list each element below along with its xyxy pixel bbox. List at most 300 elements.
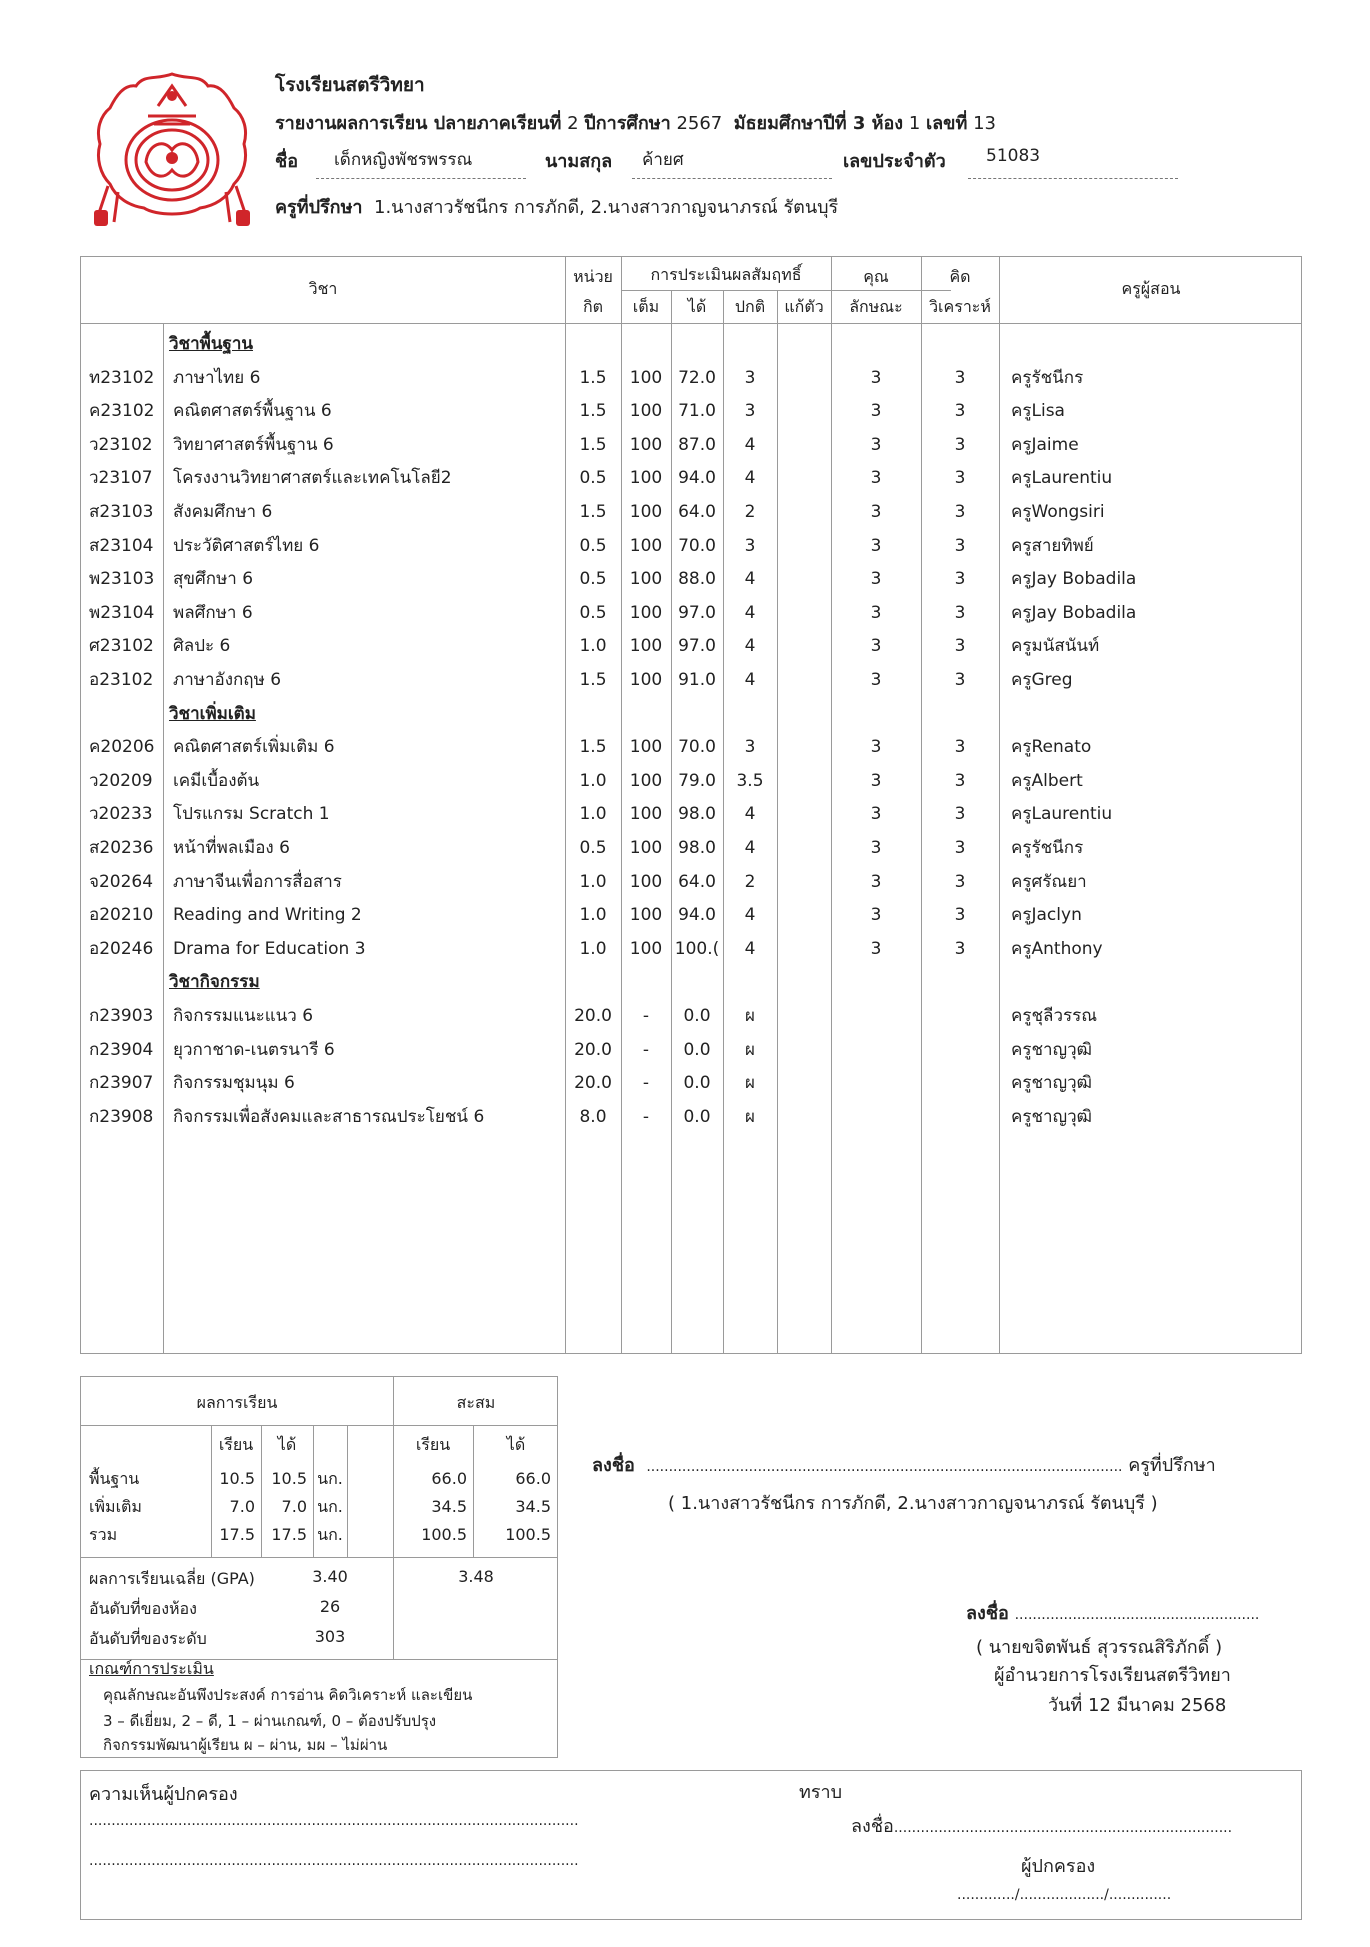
analytical-thinking: 3 <box>954 535 966 556</box>
parent-sign-dots: ............................................................................ <box>893 1820 1233 1836</box>
cum-gpa-value: 3.48 <box>458 1567 494 1586</box>
score-full: 100 <box>629 670 663 690</box>
summary-row-study: 7.0 <box>229 1497 255 1516</box>
header-subject: วิชา <box>308 279 338 298</box>
table-row <box>81 1066 1301 1100</box>
subject-credit: 0.5 <box>579 535 607 556</box>
subject-name: โปรแกรม Scratch 1 <box>173 804 330 825</box>
header-fix: แก้ตัว <box>784 297 824 316</box>
table-row <box>81 562 1301 596</box>
analytical-thinking: 3 <box>954 737 966 758</box>
subject-name: ภาษาไทย 6 <box>173 367 261 388</box>
score-got: 64.0 <box>678 871 716 892</box>
table-row <box>81 361 1301 395</box>
school-seal <box>88 66 256 230</box>
subject-name: ภาษาจีนเพื่อการสื่อสาร <box>173 871 342 892</box>
table-row <box>81 663 1301 697</box>
score-got: 71.0 <box>678 401 716 422</box>
score-got: 70.0 <box>678 737 716 758</box>
criteria-line-2: 3 – ดีเยี่ยม, 2 – ดี, 1 – ผ่านเกณฑ์, 0 – ต้องปรับปรุง <box>103 1712 437 1730</box>
section-title <box>81 697 1301 731</box>
header-credit-2: กิต <box>582 297 604 316</box>
analytical-thinking: 3 <box>954 401 966 422</box>
subject-code: ว20209 <box>89 770 153 791</box>
teacher-name: ครูAlbert <box>1011 770 1083 791</box>
student-id-value: 51083 <box>986 146 1041 166</box>
student-id-label: เลขประจำตัว <box>843 151 946 172</box>
summary-cum-study-header: เรียน <box>415 1435 451 1454</box>
teacher-name: ครูAnthony <box>1011 938 1103 959</box>
section-title-text: วิชาพื้นฐาน <box>169 334 254 354</box>
score-full: 100 <box>629 636 663 657</box>
advisor-line <box>275 192 838 221</box>
characteristic: 3 <box>870 636 882 657</box>
characteristic: 3 <box>870 434 882 455</box>
characteristic: 3 <box>870 871 882 892</box>
subject-name: พลศึกษา 6 <box>173 602 253 623</box>
characteristic: 3 <box>870 938 882 959</box>
characteristic: 3 <box>870 905 882 926</box>
table-row <box>81 596 1301 630</box>
header-teacher: ครูผู้สอน <box>1121 279 1181 298</box>
analytical-thinking: 3 <box>954 938 966 959</box>
subject-credit: 0.5 <box>579 602 607 623</box>
subject-code: ค23102 <box>89 401 155 422</box>
subject-credit: 20.0 <box>574 1039 612 1060</box>
criteria-line-1: คุณลักษณะอันพึงประสงค์ การอ่าน คิดวิเคราะห์ และเขียน <box>103 1686 473 1704</box>
grade-normal: 4 <box>744 905 756 926</box>
summary-results-label: ผลการเรียน <box>196 1393 278 1412</box>
score-full: - <box>642 1106 650 1127</box>
teacher-name: ครูLaurentiu <box>1011 804 1113 825</box>
table-row <box>81 865 1301 899</box>
score-got: 0.0 <box>683 1106 711 1127</box>
score-got: 91.0 <box>678 670 716 690</box>
summary-row-got: 10.5 <box>271 1469 307 1488</box>
characteristic: 3 <box>870 569 882 590</box>
score-full: 100 <box>629 468 663 489</box>
subject-code: ก23903 <box>89 1006 154 1026</box>
summary-row-cum-got: 66.0 <box>515 1469 551 1488</box>
advisor-sign-dots: ........................................................................................................... <box>646 1459 1123 1475</box>
subject-credit: 8.0 <box>579 1106 607 1127</box>
score-full: 100 <box>629 401 663 422</box>
subject-code: ค20206 <box>89 737 155 758</box>
subject-code: จ20264 <box>89 871 154 892</box>
grade-normal: 3 <box>744 367 756 388</box>
summary-row-label: พื้นฐาน <box>89 1469 140 1488</box>
parent-opinion-line-1: .............................................................................................................. <box>89 1813 579 1829</box>
director-sign-label: ลงชื่อ <box>966 1603 1009 1624</box>
grade-normal: 4 <box>744 636 756 657</box>
score-got: 64.0 <box>678 502 716 522</box>
teacher-name: ครูชุลีวรรณ <box>1011 1006 1098 1026</box>
header-full: เต็ม <box>632 297 660 316</box>
score-got: 97.0 <box>678 602 716 623</box>
report-grade-label: มัธยมศึกษาปีที่ 3 ห้อง <box>733 113 904 134</box>
section-title-text: วิชากิจกรรม <box>169 972 260 993</box>
summary-row-unit: นก. <box>317 1525 343 1544</box>
score-got: 98.0 <box>678 804 716 825</box>
analytical-thinking: 3 <box>954 502 966 522</box>
subject-name: หน้าที่พลเมือง 6 <box>173 838 290 858</box>
subject-credit: 20.0 <box>574 1073 612 1094</box>
header-normal: ปกติ <box>734 297 766 316</box>
parent-role: ผู้ปกครอง <box>1021 1856 1096 1877</box>
subject-credit: 1.5 <box>579 502 607 522</box>
parent-box <box>80 1770 1302 1920</box>
score-got: 72.0 <box>678 367 716 388</box>
score-got: 100.( <box>674 938 720 959</box>
summary-got-header: ได้ <box>277 1435 297 1454</box>
table-row <box>81 730 1301 764</box>
table-row <box>81 764 1301 798</box>
score-got: 70.0 <box>678 535 716 556</box>
advisor-sign-names: ( 1.นางสาวรัชนีกร การภักดี, 2.นางสาวกาญจนาภรณ์ รัตนบุรี ) <box>668 1493 1158 1514</box>
report-room: 1 <box>908 113 921 134</box>
score-full: 100 <box>629 569 663 590</box>
table-row <box>81 1100 1301 1134</box>
score-full: 100 <box>629 434 663 455</box>
analytical-thinking: 3 <box>954 602 966 623</box>
report-no: 13 <box>973 113 996 134</box>
advisor-names: 1.นางสาวรัชนีกร การภักดี, 2.นางสาวกาญจนาภรณ์ รัตนบุรี <box>374 197 839 218</box>
director-signature <box>966 1598 1259 1627</box>
summary-rows <box>81 1465 557 1555</box>
director-sign-dots: ....................................................... <box>1014 1607 1260 1623</box>
subject-code: ก23904 <box>89 1039 154 1060</box>
subject-credit: 1.0 <box>579 905 607 926</box>
characteristic: 3 <box>870 770 882 791</box>
subject-code: ส20236 <box>89 838 154 858</box>
student-surname-label: นามสกุล <box>545 151 613 172</box>
subject-name: เคมีเบื้องต้น <box>173 770 260 791</box>
table-row <box>81 797 1301 831</box>
teacher-name: ครูรัชนีกร <box>1011 367 1084 388</box>
analytical-thinking: 3 <box>954 636 966 657</box>
grade-normal: 4 <box>744 434 756 455</box>
table-row <box>81 394 1301 428</box>
subject-name: คณิตศาสตร์เพิ่มเติม 6 <box>173 737 335 758</box>
subject-name: คณิตศาสตร์พื้นฐาน 6 <box>173 401 332 422</box>
summary-row-got: 17.5 <box>271 1525 307 1544</box>
summary-row-cum-study: 100.5 <box>421 1525 467 1544</box>
characteristic: 3 <box>870 535 882 556</box>
header-assessment: การประเมินผลสัมฤทธิ์ <box>650 265 802 284</box>
grade-normal: 4 <box>744 838 756 858</box>
header-think-1: คิด <box>949 267 971 286</box>
gpa-label: ผลการเรียนเฉลี่ย (GPA) <box>89 1569 255 1588</box>
subject-credit: 1.0 <box>579 636 607 657</box>
section-title <box>81 965 1301 999</box>
grade-normal: ผ <box>745 1039 755 1060</box>
subject-code: ก23908 <box>89 1106 154 1127</box>
teacher-name: ครูJaclyn <box>1011 905 1082 926</box>
subject-credit: 1.5 <box>579 670 607 690</box>
report-title <box>275 108 996 137</box>
teacher-name: ครูLisa <box>1011 401 1065 422</box>
analytical-thinking: 3 <box>954 905 966 926</box>
table-row <box>81 495 1301 529</box>
grade-normal: 4 <box>744 938 756 959</box>
teacher-name: ครูชาญวุฒิ <box>1011 1039 1092 1060</box>
subject-code: ว23102 <box>89 434 153 455</box>
summary-study-header: เรียน <box>218 1435 254 1454</box>
header-credit-1: หน่วย <box>573 267 613 286</box>
class-rank-value: 26 <box>319 1597 341 1616</box>
subject-code: ก23907 <box>89 1073 154 1094</box>
subject-credit: 20.0 <box>574 1006 612 1026</box>
score-got: 97.0 <box>678 636 716 657</box>
subject-code: อ20246 <box>89 938 154 959</box>
grade-normal: 2 <box>744 871 756 892</box>
subject-credit: 1.5 <box>579 434 607 455</box>
score-full: 100 <box>629 804 663 825</box>
analytical-thinking: 3 <box>954 871 966 892</box>
characteristic: 3 <box>870 502 882 522</box>
summary-cumulative-label: สะสม <box>456 1393 496 1412</box>
teacher-name: ครูLaurentiu <box>1011 468 1113 489</box>
characteristic: 3 <box>870 468 882 489</box>
subject-name: สังคมศึกษา 6 <box>173 502 273 522</box>
summary-row-study: 10.5 <box>219 1469 255 1488</box>
subject-name: Reading and Writing 2 <box>173 905 362 926</box>
grade-normal: ผ <box>745 1106 755 1127</box>
subject-code: พ23104 <box>89 602 155 623</box>
characteristic: 3 <box>870 602 882 623</box>
score-full: 100 <box>629 838 663 858</box>
subject-code: ส23104 <box>89 535 154 556</box>
parent-opinion-label: ความเห็นผู้ปกครอง <box>89 1784 238 1805</box>
subject-name: สุขศึกษา 6 <box>173 569 254 590</box>
analytical-thinking: 3 <box>954 838 966 858</box>
subject-code: อ20210 <box>89 905 154 926</box>
subject-name: ศิลปะ 6 <box>173 636 231 657</box>
level-rank-label: อันดับที่ของระดับ <box>89 1629 207 1648</box>
table-row <box>81 898 1301 932</box>
score-full: 100 <box>629 770 663 791</box>
teacher-name: ครูGreg <box>1011 670 1073 690</box>
subject-code: ว20233 <box>89 804 153 825</box>
teacher-name: ครูมนัสนันท์ <box>1011 636 1100 657</box>
summary-row <box>81 1493 557 1521</box>
header-got: ได้ <box>687 297 707 316</box>
report-title-label: รายงานผลการเรียน ปลายภาคเรียนที่ <box>275 113 562 134</box>
summary-row-cum-study: 66.0 <box>431 1469 467 1488</box>
characteristic: 3 <box>870 367 882 388</box>
student-id <box>968 146 1178 179</box>
summary-row <box>81 1521 557 1549</box>
characteristic: 3 <box>870 670 882 690</box>
subject-code: ท23102 <box>89 367 155 388</box>
grade-normal: 3.5 <box>736 770 764 791</box>
summary-row-got: 7.0 <box>281 1497 307 1516</box>
analytical-thinking: 3 <box>954 770 966 791</box>
summary-row-cum-got: 34.5 <box>515 1497 551 1516</box>
table-row <box>81 1033 1301 1067</box>
analytical-thinking: 3 <box>954 367 966 388</box>
summary-row-unit: นก. <box>317 1469 343 1488</box>
section-title-text: วิชาเพิ่มเติม <box>169 703 256 724</box>
subject-credit: 0.5 <box>579 569 607 590</box>
subject-credit: 1.0 <box>579 770 607 791</box>
score-full: - <box>642 1006 650 1026</box>
score-got: 0.0 <box>683 1006 711 1026</box>
score-full: 100 <box>629 367 663 388</box>
summary-row-cum-got: 100.5 <box>505 1525 551 1544</box>
characteristic: 3 <box>870 804 882 825</box>
grades-table <box>80 256 1302 1354</box>
subject-credit: 1.5 <box>579 367 607 388</box>
summary-row-unit: นก. <box>317 1497 343 1516</box>
director-role: ผู้อำนวยการโรงเรียนสตรีวิทยา <box>994 1665 1231 1686</box>
table-row <box>81 629 1301 663</box>
score-full: 100 <box>629 502 663 522</box>
parent-opinion-line-2: .............................................................................................................. <box>89 1853 579 1869</box>
teacher-name: ครูศรัณยา <box>1011 871 1087 892</box>
subject-credit: 1.0 <box>579 938 607 959</box>
report-semester: 2 <box>567 113 579 134</box>
table-row <box>81 529 1301 563</box>
grade-normal: 4 <box>744 670 756 690</box>
grade-normal: 4 <box>744 468 756 489</box>
score-got: 0.0 <box>683 1073 711 1094</box>
section-title <box>81 327 1301 361</box>
header-char-2: ลักษณะ <box>849 297 903 316</box>
score-full: 100 <box>629 737 663 758</box>
score-got: 94.0 <box>678 905 716 926</box>
characteristic: 3 <box>870 838 882 858</box>
subject-credit: 1.0 <box>579 871 607 892</box>
subject-code: พ23103 <box>89 569 155 590</box>
summary-row-study: 17.5 <box>219 1525 255 1544</box>
grade-normal: ผ <box>745 1006 755 1026</box>
report-year: 2567 <box>676 113 723 134</box>
analytical-thinking: 3 <box>954 569 966 590</box>
score-full: 100 <box>629 905 663 926</box>
summary-row-label: รวม <box>89 1525 118 1544</box>
gpa-value: 3.40 <box>312 1567 348 1586</box>
teacher-name: ครูJay Bobadila <box>1011 602 1137 623</box>
subject-name: ภาษาอังกฤษ 6 <box>173 670 282 690</box>
subject-name: ประวัติศาสตร์ไทย 6 <box>173 535 320 556</box>
student-name-value: เด็กหญิงพัชรพรรณ <box>334 150 473 170</box>
advisor-sign-label: ลงชื่อ <box>592 1455 635 1476</box>
teacher-name: ครูRenato <box>1011 737 1092 758</box>
score-got: 87.0 <box>678 434 716 455</box>
subject-name: Drama for Education 3 <box>173 938 366 959</box>
score-got: 79.0 <box>678 770 716 791</box>
subject-name: ยุวกาชาด-เนตรนารี 6 <box>173 1039 335 1060</box>
level-rank-value: 303 <box>314 1627 346 1646</box>
subject-credit: 0.5 <box>579 838 607 858</box>
teacher-name: ครูสายทิพย์ <box>1011 535 1094 556</box>
report-year-label: ปีการศึกษา <box>584 113 671 134</box>
score-full: 100 <box>629 938 663 959</box>
teacher-name: ครูชาญวุฒิ <box>1011 1106 1092 1127</box>
score-full: 100 <box>629 871 663 892</box>
subject-name: กิจกรรมชุมนุม 6 <box>173 1073 295 1094</box>
score-got: 88.0 <box>678 569 716 590</box>
teacher-name: ครูรัชนีกร <box>1011 838 1084 858</box>
score-full: - <box>642 1073 650 1094</box>
grade-normal: 4 <box>744 569 756 590</box>
teacher-name: ครูJaime <box>1011 434 1079 455</box>
parent-sign-label: ลงชื่อ <box>851 1816 894 1837</box>
table-row <box>81 999 1301 1033</box>
subject-credit: 1.5 <box>579 401 607 422</box>
teacher-name: ครูJay Bobadila <box>1011 569 1137 590</box>
table-body <box>81 327 1301 1353</box>
subject-credit: 0.5 <box>579 468 607 489</box>
student-name-label: ชื่อ <box>275 151 299 172</box>
student-name <box>316 146 526 179</box>
class-rank-label: อันดับที่ของห้อง <box>89 1599 197 1618</box>
analytical-thinking: 3 <box>954 804 966 825</box>
analytical-thinking: 3 <box>954 670 966 690</box>
advisor-label: ครูที่ปรึกษา <box>275 197 363 218</box>
parent-signature <box>851 1811 1232 1840</box>
score-got: 98.0 <box>678 838 716 858</box>
characteristic: 3 <box>870 737 882 758</box>
grade-normal: 3 <box>744 401 756 422</box>
characteristic: 3 <box>870 401 882 422</box>
grade-normal: 3 <box>744 737 756 758</box>
subject-credit: 1.0 <box>579 804 607 825</box>
grade-normal: 4 <box>744 804 756 825</box>
criteria-line-3: กิจกรรมพัฒนาผู้เรียน ผ – ผ่าน, มผ – ไม่ผ่าน <box>103 1736 388 1754</box>
summary-row-label: เพิ่มเติม <box>89 1497 142 1516</box>
advisor-role: ครูที่ปรึกษา <box>1128 1455 1216 1476</box>
grade-normal: 4 <box>744 602 756 623</box>
subject-code: ส23103 <box>89 502 154 522</box>
score-got: 94.0 <box>678 468 716 489</box>
subject-name: โครงงานวิทยาศาสตร์และเทคโนโลยี2 <box>173 468 452 489</box>
subject-name: กิจกรรมเพื่อสังคมและสาธารณประโยชน์ 6 <box>173 1106 485 1127</box>
student-surname-value: ค้ายศ <box>642 150 684 170</box>
parent-date-dots: ............./.................../.............. <box>957 1887 1172 1903</box>
summary-box <box>80 1376 558 1758</box>
score-got: 0.0 <box>683 1039 711 1060</box>
summary-row <box>81 1465 557 1493</box>
grade-normal: 2 <box>744 502 756 522</box>
student-surname <box>632 146 832 179</box>
subject-code: อ23102 <box>89 670 154 690</box>
table-row <box>81 932 1301 966</box>
summary-cum-got-header: ได้ <box>506 1435 526 1454</box>
school-name: โรงเรียนสตรีวิทยา <box>275 74 425 96</box>
subject-credit: 1.5 <box>579 737 607 758</box>
subject-code: ศ23102 <box>89 636 154 657</box>
analytical-thinking: 3 <box>954 434 966 455</box>
teacher-name: ครูชาญวุฒิ <box>1011 1073 1092 1094</box>
subject-name: วิทยาศาสตร์พื้นฐาน 6 <box>173 434 334 455</box>
parent-ack-label: ทราบ <box>799 1782 843 1803</box>
subject-name: กิจกรรมแนะแนว 6 <box>173 1006 314 1026</box>
grade-normal: 3 <box>744 535 756 556</box>
subject-code: ว23107 <box>89 468 153 489</box>
sign-date: วันที่ 12 มีนาคม 2568 <box>1048 1695 1227 1716</box>
seal-icon <box>88 66 256 230</box>
advisor-signature <box>592 1450 1216 1479</box>
score-full: 100 <box>629 602 663 623</box>
table-row <box>81 831 1301 865</box>
score-full: 100 <box>629 535 663 556</box>
table-row <box>81 461 1301 495</box>
criteria-title: เกณฑ์การประเมิน <box>89 1659 214 1678</box>
grade-normal: ผ <box>745 1073 755 1094</box>
analytical-thinking: 3 <box>954 468 966 489</box>
